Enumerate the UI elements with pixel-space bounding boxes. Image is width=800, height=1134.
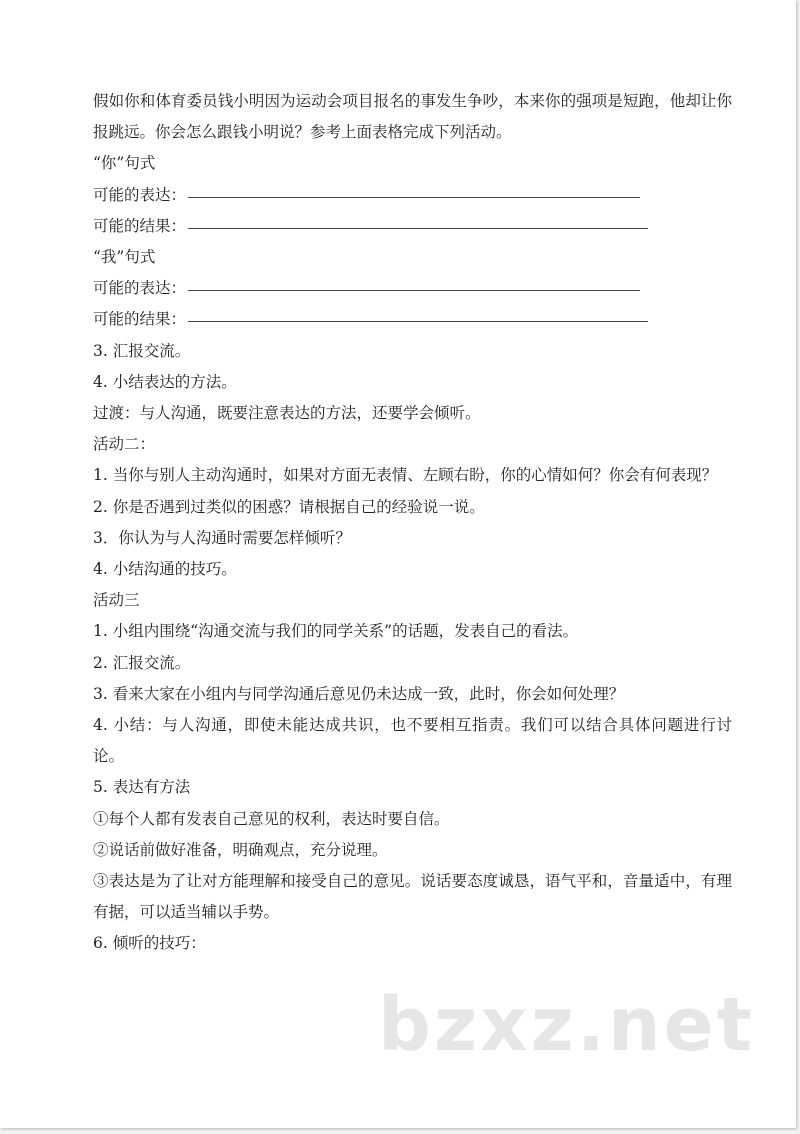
step-4: 4. 小结表达的方法。 (93, 372, 237, 391)
me-expression-line (62, 273, 732, 304)
summary-point-1: ①每个人都有发表自己意见的权利，表达时要自信。 (93, 809, 450, 828)
activity2-q3: 3．你认为与人沟通时需要怎样倾听？ (93, 528, 351, 547)
activity2-title: 活动二： (93, 435, 156, 454)
me-result-blank[interactable] (188, 320, 648, 322)
activity2-q2: 2. 你是否遇到过类似的困惑？请根据自己的经验说一说。 (93, 497, 485, 516)
you-result-label: 可能的结果： (93, 216, 187, 235)
activity2-q1: 1. 当你与别人主动沟通时，如果对方面无表情、左顾右盼，你的心情如何？你会有何表现？ (93, 466, 718, 485)
intro-paragraph: 假如你和体育委员钱小明因为运动会项目报名的事发生争吵，本来你的强项是短跑，他却让你报跳远。你会怎么跟钱小明说？参考上面表格完成下列活动。 (93, 92, 732, 142)
you-expression-blank[interactable] (188, 196, 640, 198)
step-3: 3. 汇报交流。 (93, 341, 191, 360)
me-expression-blank[interactable] (188, 289, 640, 291)
activity3-q3: 3. 看来大家在小组内与同学沟通后意见仍未达成一致，此时，你会如何处理？ (93, 684, 625, 703)
summary-title: 5. 表达有方法 (93, 778, 191, 797)
me-expression-label: 可能的表达： (93, 279, 187, 298)
you-expression-line (62, 180, 732, 211)
you-expression-label: 可能的表达： (93, 185, 187, 204)
watermark: bzxz.net (378, 982, 756, 1068)
activity3-q4: 4. 小结：与人沟通，即使未能达成共识，也不要相互指责。我们可以结合具体问题进行讨论。 (93, 716, 732, 766)
activity3-q2: 2. 汇报交流。 (93, 653, 191, 672)
activity3-q1: 1. 小组内围绕“沟通交流与我们的同学关系”的话题，发表自己的看法。 (93, 622, 579, 641)
you-pattern-heading: “你”句式 (93, 154, 156, 173)
activity3-title: 活动三 (93, 591, 140, 610)
summary-point-2: ②说话前做好准备，明确观点，充分说理。 (93, 840, 388, 859)
you-result-blank[interactable] (188, 227, 648, 229)
summary-point-3: ③表达是为了让对方能理解和接受自己的意见。说话要态度诚恳，语气平和，音量适中，有理有据，可以适当辅以手势。 (93, 872, 732, 922)
you-result-line (62, 211, 732, 242)
me-result-label: 可能的结果： (93, 310, 187, 329)
me-pattern-heading: “我”句式 (93, 248, 156, 267)
me-result-line (62, 304, 732, 335)
transition-text: 过渡：与人沟通，既要注意表达的方法，还要学会倾听。 (93, 404, 481, 423)
document-content (62, 86, 732, 960)
listening-title: 6. 倾听的技巧： (93, 934, 206, 953)
activity2-q4: 4. 小结沟通的技巧。 (93, 560, 237, 579)
